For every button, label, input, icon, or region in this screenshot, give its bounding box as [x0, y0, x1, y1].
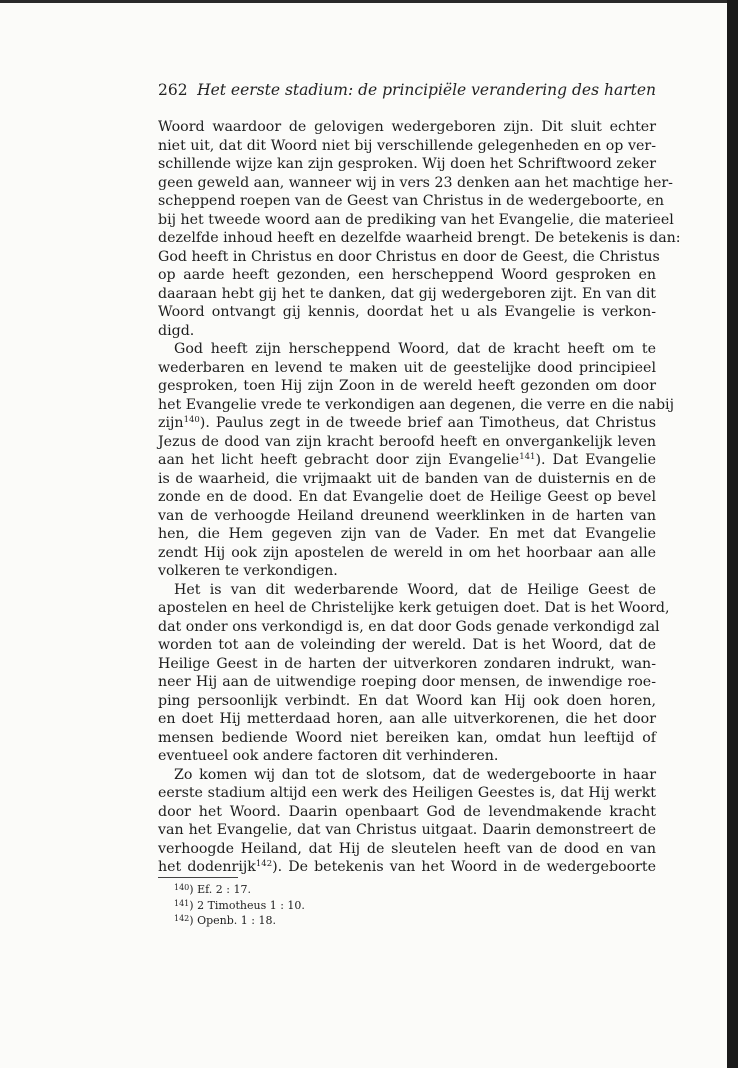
text-line: [158, 803, 656, 822]
text-line: [158, 174, 673, 193]
line-text: Het is van dit wederbarende Woord, dat de Heilige Geest de: [174, 581, 656, 598]
line-text: God heeft in Christus en door Christus en door de Geest, die Christus: [158, 248, 660, 265]
text-line: [158, 266, 656, 285]
text-line: [158, 710, 656, 729]
line-text: eventueel ook andere factoren dit verhinderen.: [158, 748, 499, 764]
footnote: [174, 912, 305, 928]
text-line: [158, 488, 656, 507]
page-number: 262: [158, 81, 188, 99]
footnote-reference: 140: [183, 415, 200, 425]
text-line: [158, 470, 656, 489]
line-text: wederbaren en levend te maken uit de geestelijke dood principieel: [158, 359, 656, 376]
line-text: schillende wijze kan zijn gesproken. Wij doen het Schriftwoord zeker: [158, 156, 656, 172]
line-text: hen, die Hem gegeven zijn van de Vader. En met dat Evangelie: [158, 526, 656, 542]
line-text: aan het licht heeft gebracht door zijn Evangelie: [158, 452, 520, 468]
text-line: [158, 192, 665, 211]
line-text: ping persoonlijk verbindt. En dat Woord kan Hij ook doen horen,: [158, 692, 656, 709]
footnote-number: 140: [174, 883, 190, 892]
line-text: Jezus de dood van zijn kracht beroofd heeft en onvergankelijk leven: [158, 433, 656, 450]
text-line: [158, 433, 656, 452]
footnote-text: ) 2 Timotheus 1 : 10.: [189, 898, 305, 912]
line-text: dat onder ons verkondigd is, en dat door Gods genade verkondigd zal: [158, 618, 660, 635]
line-text: zijn: [158, 415, 184, 431]
line-text: van het Evangelie, dat van Christus uitgaat. Daarin demonstreert de: [158, 822, 656, 838]
text-line: [158, 673, 656, 692]
text-line: [158, 340, 656, 359]
body-text: [158, 118, 681, 877]
line-text: gesproken, toen Hij zijn Zoon in de wereld heeft gezonden om door: [158, 378, 656, 394]
footnote-text: ) Ef. 2 : 17.: [189, 883, 251, 896]
footnote-rule: [158, 877, 238, 878]
line-text: niet uit, dat dit Woord niet bij verschillende gelegenheden en op ver-: [158, 137, 656, 154]
footnote-number: 141: [174, 898, 190, 908]
text-line: [158, 137, 656, 156]
footnote-number: 142: [174, 914, 190, 923]
line-text: en doet Hij metterdaad horen, aan alle uitverkorenen, die het door: [158, 711, 656, 727]
line-text: apostelen en heel de Christelijke kerk getuigen doet. Dat is het Woord,: [158, 600, 670, 616]
footnotes: [174, 881, 305, 928]
text-line: [158, 840, 656, 859]
text-line: [158, 858, 656, 877]
text-line: [158, 211, 674, 230]
line-text: Heilige Geest in de harten der uitverkoren zondaren indrukt, wan-: [158, 655, 656, 672]
line-text: daaraan hebt gij het te danken, dat gij wedergeboren zijt. En van dit: [158, 285, 656, 302]
text-line: [158, 655, 656, 674]
text-line: [158, 303, 656, 322]
line-text: dezelfde inhoud heeft en dezelfde waarheid brengt. De betekenis is dan:: [158, 230, 681, 246]
text-line: [158, 599, 670, 618]
line-text: worden tot aan de voleinding der wereld. Dat is het Woord, dat de: [158, 637, 656, 653]
line-text: digd.: [158, 322, 195, 339]
text-line: [158, 229, 681, 248]
line-text: is de waarheid, die vrijmaakt uit de banden van de duisternis en de: [158, 470, 656, 487]
line-text: het dodenrijk: [158, 859, 256, 875]
line-text: van de verhoogde Heiland dreunend weerklinken in de harten van: [158, 507, 656, 524]
footnote-text: ) Openb. 1 : 18.: [189, 914, 276, 927]
text-line: [158, 155, 656, 174]
line-text-continued: ). Dat Evangelie: [535, 452, 656, 468]
line-text: Woord ontvangt gij kennis, doordat het u als Evangelie is verkon-: [158, 304, 656, 320]
line-text: bij het tweede woord aan de prediking van het Evangelie, die materieel: [158, 211, 674, 228]
text-line: [158, 322, 656, 341]
footnote-reference: 142: [255, 859, 273, 869]
line-text: Zo komen wij dan tot de slotsom, dat de wedergeboorte in haar: [174, 766, 656, 783]
line-text: scheppend roepen van de Geest van Christus in de wedergeboorte, en: [158, 193, 665, 209]
text-line: [158, 414, 656, 433]
text-line: [158, 359, 656, 378]
text-line: [158, 821, 656, 840]
line-text: het Evangelie vrede te verkondigen aan degenen, die verre en die nabij: [158, 396, 674, 413]
line-text: mensen bediende Woord niet bereiken kan, omdat hun leeftijd of: [158, 729, 656, 746]
line-text: op aarde heeft gezonden, een herscheppend Woord gesproken en: [158, 267, 656, 283]
text-line: [158, 451, 656, 470]
text-line: [158, 618, 660, 637]
line-text: zonde en de dood. En dat Evangelie doet de Heilige Geest op bevel: [158, 489, 656, 505]
line-text: door het Woord. Daarin openbaart God de levendmakende kracht: [158, 803, 656, 820]
text-line: [158, 118, 656, 137]
text-line: [158, 784, 656, 803]
line-text-continued: ). De betekenis van het Woord in de wedergeboorte: [272, 859, 656, 875]
text-line: [158, 636, 656, 655]
footnote: [174, 881, 305, 897]
line-text: neer Hij aan de uitwendige roeping door mensen, de inwendige roe-: [158, 674, 656, 690]
line-text: God heeft zijn herscheppend Woord, dat de kracht heeft om te: [174, 341, 656, 357]
scan-top-edge: [0, 0, 738, 3]
scan-right-edge: [727, 0, 738, 1068]
line-text-continued: ). Paulus zegt in de tweede brief aan Timotheus, dat Christus: [199, 415, 656, 431]
text-line: [158, 766, 656, 785]
text-line: [158, 377, 656, 396]
running-title: Het eerste stadium: de principiële verandering des harten: [197, 81, 656, 99]
text-line: [158, 747, 656, 766]
text-line: [158, 507, 656, 526]
text-line: [158, 581, 656, 600]
footnote-reference: 141: [519, 452, 536, 462]
text-line: [158, 562, 656, 581]
text-line: [158, 692, 656, 711]
text-line: [158, 248, 660, 267]
footnote: [174, 897, 305, 913]
line-text: eerste stadium altijd een werk des Heiligen Geestes is, dat Hij werkt: [158, 785, 656, 801]
line-text: Woord waardoor de gelovigen wedergeboren zijn. Dit sluit echter: [158, 119, 656, 135]
text-line: [158, 525, 656, 544]
line-text: geen geweld aan, wanneer wij in vers 23 denken aan het machtige her-: [158, 174, 673, 191]
line-text: verhoogde Heiland, dat Hij de sleutelen heeft van de dood en van: [158, 840, 656, 857]
line-text: zendt Hij ook zijn apostelen de wereld in om het hoorbaar aan alle: [158, 544, 656, 561]
text-line: [158, 285, 656, 304]
text-line: [158, 729, 656, 748]
text-line: [158, 544, 656, 563]
line-text: volkeren te verkondigen.: [158, 563, 338, 579]
text-line: [158, 396, 674, 415]
